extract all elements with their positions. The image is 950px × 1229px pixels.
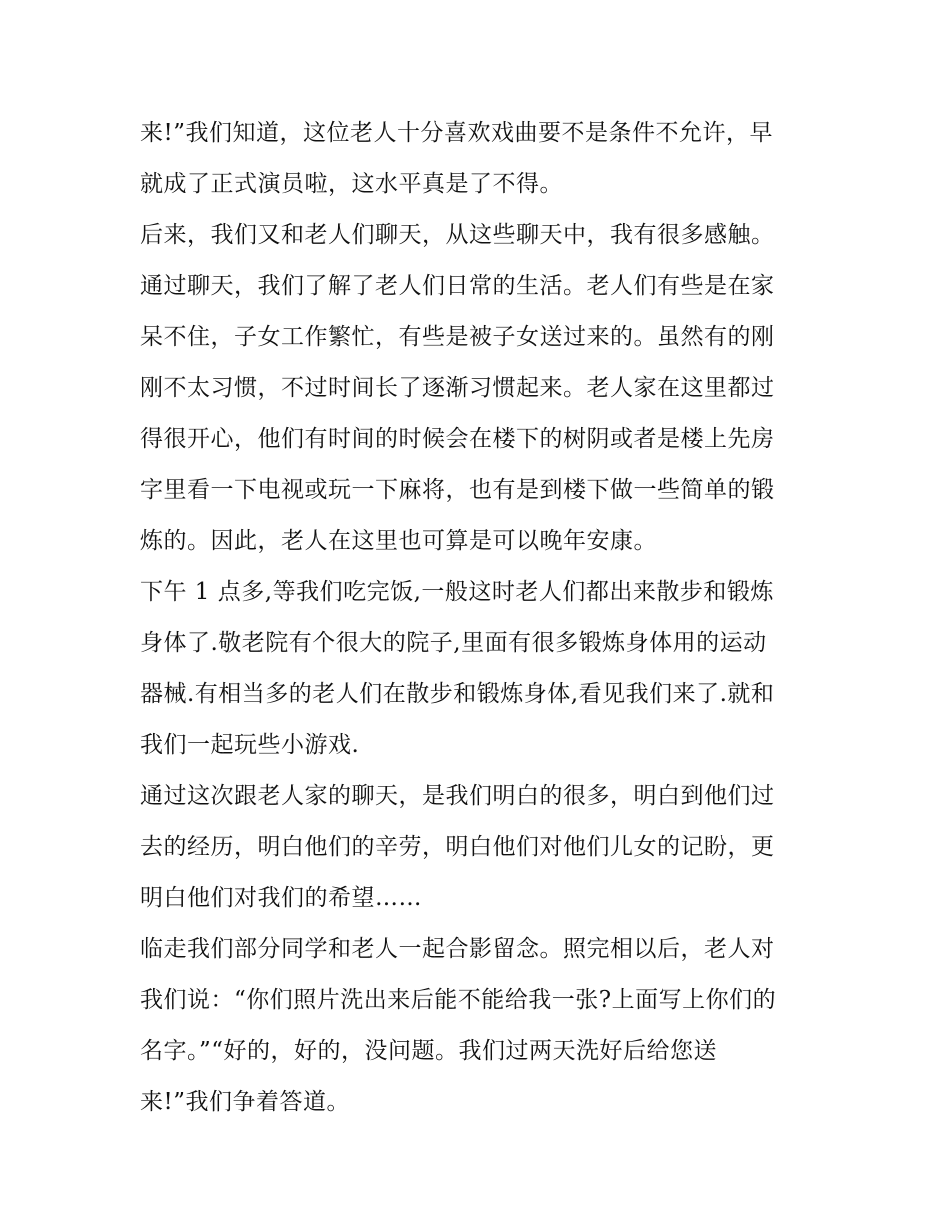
document-body	[140, 108, 820, 1128]
text-line: 就成了正式演员啦，这水平真是了不得。	[140, 171, 563, 197]
text-line: 得很开心，他们有时间的时候会在楼下的树阴或者是楼上先房	[140, 426, 775, 452]
text-line: 来!”我们争着答道。	[140, 1089, 351, 1115]
text-line: 去的经历，明白他们的辛劳，明白他们对他们儿女的记盼，更	[140, 834, 775, 860]
text-line: 呆不住，子女工作繁忙，有些是被子女送过来的。虽然有的刚	[140, 324, 775, 350]
text-line: 我们说：“你们照片洗出来后能不能给我一张?上面写上你们的	[140, 987, 777, 1013]
text-line: 明白他们对我们的希望……	[140, 885, 422, 911]
text-line: 我们一起玩些小游戏.	[140, 732, 360, 758]
text-line: 下午 1 点多,等我们吃完饭,一般这时老人们都出来散步和锻炼	[140, 579, 774, 605]
text-line: 后来，我们又和老人们聊天，从这些聊天中，我有很多感触。	[140, 222, 775, 248]
text-line: 临走我们部分同学和老人一起合影留念。照完相以后，老人对	[140, 936, 775, 962]
text-line: 字里看一下电视或玩一下麻将，也有是到楼下做一些简单的锻	[140, 477, 775, 503]
text-line: 器械.有相当多的老人们在散步和锻炼身体,看见我们来了.就和	[140, 681, 775, 707]
text-line: 来!”我们知道，这位老人十分喜欢戏曲要不是条件不允许，早	[140, 120, 774, 146]
text-line: 通过这次跟老人家的聊天，是我们明白的很多，明白到他们过	[140, 783, 775, 809]
text-line: 身体了.敬老院有个很大的院子,里面有很多锻炼身体用的运动	[140, 630, 767, 656]
text-line: 刚不太习惯，不过时间长了逐渐习惯起来。老人家在这里都过	[140, 375, 775, 401]
text-line: 炼的。因此，老人在这里也可算是可以晚年安康。	[140, 528, 657, 554]
text-line: 名字。”“好的，好的，没问题。我们过两天洗好后给您送	[140, 1038, 718, 1064]
text-line: 通过聊天，我们了解了老人们日常的生活。老人们有些是在家	[140, 273, 775, 299]
